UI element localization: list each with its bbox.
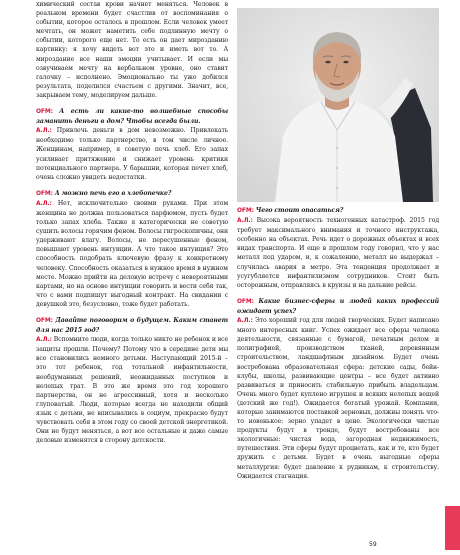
interview-answer xyxy=(36,335,228,445)
speaker-label: OFM: xyxy=(36,109,53,116)
interview-question xyxy=(36,189,228,199)
interview-question xyxy=(237,206,439,216)
portrait-illustration xyxy=(237,8,439,202)
speaker-label: OFM: xyxy=(36,318,53,324)
question-text: Какие бизнес-сферы и людей каких профессий ожидает успех? xyxy=(237,297,439,315)
interview-question xyxy=(36,316,228,335)
answer-text: Нет, исключительно своими руками. При этом женщина не должна пользоваться парфюмом, пусть будет только запах хлеба. Также я категорически не советую сушить волосы горячим феном. Волосы гигроскопичны, они удерживают влагу. Волосы, не пересушенные феном, повышают уровень интуиции. А что такое интуиция? Это способность подобрать ключевую фразу к конкретному человеку. Способность оказаться в нужное время в нужном месте. Можно прийти на деловую встречу с невероятными картами, но на основе интуиции говорить и вести себя так, что с вами подпишут выгодный контракт. На свидании с девушкой это, безусловно, тоже будет работать. xyxy=(36,199,228,308)
question-text: Чего стоит опасаться? xyxy=(255,207,344,214)
speaker-label: OFM: xyxy=(36,190,53,197)
speaker-label: А.Л.: xyxy=(36,128,52,135)
paragraph-gap xyxy=(36,182,228,189)
speaker-label: А.Л.: xyxy=(237,318,253,325)
right-column xyxy=(237,206,439,555)
speaker-label: OFM: xyxy=(237,298,254,305)
question-text: А есть ли какие-то волшебные способы заманить деньги в дом? Чтобы всегда были. xyxy=(36,108,228,126)
interview-answer xyxy=(237,216,439,290)
question-text: А можно печь его в хлебопечке? xyxy=(54,189,172,197)
interview-answer xyxy=(36,126,228,182)
paragraph-gap xyxy=(36,309,228,316)
speaker-label: А.Л.: xyxy=(36,337,52,344)
answer-text: Высока вероятность техногенных катастроф. 2015 год требует максимального внимания и точного инструктажа, особенно на объектах. Речь идет о дорожных объектах и всех видах транспорта. И еще в прошлом году говорил, что у нас металл под ударом, и, к сожалению, металл не выдержал – случилась авария в метро. Эта тенденция продолжает и усугубляется инфантилизмом сотрудников. Стоит быть осторожным, отправляясь в круизы и на дальние рейсы. xyxy=(237,217,439,289)
answer-text: Вспомните люди, когда только никто не ребенок и все защиты прошли. Почему? Потому что в середине дети мы все становились немного детьми. Наступающий 2015-й – это тот ребенок, год тотальной инфантильности, необдуманных решений, неожиданных поступков и нелепых трат. В это же время это год хорошего партнерства, он не агрессивный, хотя и несколько глуповатый. Люди, которые всегда не находили общий язык с детьми, не вписывались в социум, прекрасно будут чувствовать себя в этом году со своей детской энергетикой. Они не будут меняться, а вот все остальные и даже самые деловые изменятся в сторону детскости. xyxy=(36,336,228,445)
body-paragraph: химический состав крови начнет меняться. Человек в реальном времени будет счастлив от воспоминания о событии, которое осталось в прошлом. Если человек умеет мечтать, он может наметить себе подлинную мечту о событии, которого еще нет. То есть он дает мирозданию картинку: я хочу видеть вот это и иметь вот то. А мироздание все наши эмоции учитывает. И если мы озвучиваем мечту на вербальном уровне, оно ставит галочку – исполнено. Эмоционально ты уже добился результата, поделился счастьем с другими. Значит, все, закрываем тему, моделируем дальше. xyxy=(36,1,228,99)
interview-question xyxy=(237,297,439,316)
interview-answer xyxy=(237,316,439,481)
question-text: Давайте поговорим о будущем. Каким станет для нас 2015 год? xyxy=(36,317,228,335)
interview-question xyxy=(36,107,228,126)
speaker-label: А.Л.: xyxy=(237,218,253,225)
page-number: 59 xyxy=(369,541,377,548)
speaker-label: OFM: xyxy=(237,208,254,214)
speaker-label: А.Л.: xyxy=(36,200,52,207)
paragraph-gap xyxy=(237,290,439,297)
page-edge-bar xyxy=(445,506,460,550)
portrait-photo xyxy=(237,8,439,202)
paragraph-gap xyxy=(36,100,228,107)
answer-text: Привлечь деньги в дом невозможно. Привлекать необходимо только партнерство, в том числе личное. Женщинам, например, я советую печь хлеб. Его запах усиливает притяжение и снижает уровень критики потенциального партнера. У барышни, которая печет хлеб, очень сложно увидеть недостатки. xyxy=(36,127,228,181)
left-column xyxy=(36,0,228,555)
answer-text: Это хороший год для людей творческих. Будет написано много интересных книг. Успех ожидает все сферы челнока деятельности, связанные с бумагой, печатным делом и полиграфией, производством тканей, деревянным строительством, ландшафтным дизайном. Будет очень востребована образовательная сфера: детские сады, бейн-клубы, школы, развивающие центры – все будет активно развиваться и приносить стабильную прибыль владельцам. Очень много будет куплено игрушек и всяких нелепых вещей (детский же год!). Ожидается богатый урожай. Компании, которые занимаются поставкой зерновых, должны понять что-то новенькое: зерно упадет в цене. Экологически чистые продукты будут в тренде, будут востребованы все экологичные: чистая вода, загородная недвижимость, путешествия. Эти сферы будут процветать, как и те, кто будет дружить с детьми. Будет в очень выгодные сферы металлургия: будет давление к рудникам, к строительству. Ожидается стагнация. xyxy=(237,317,439,480)
interview-answer xyxy=(36,199,228,309)
